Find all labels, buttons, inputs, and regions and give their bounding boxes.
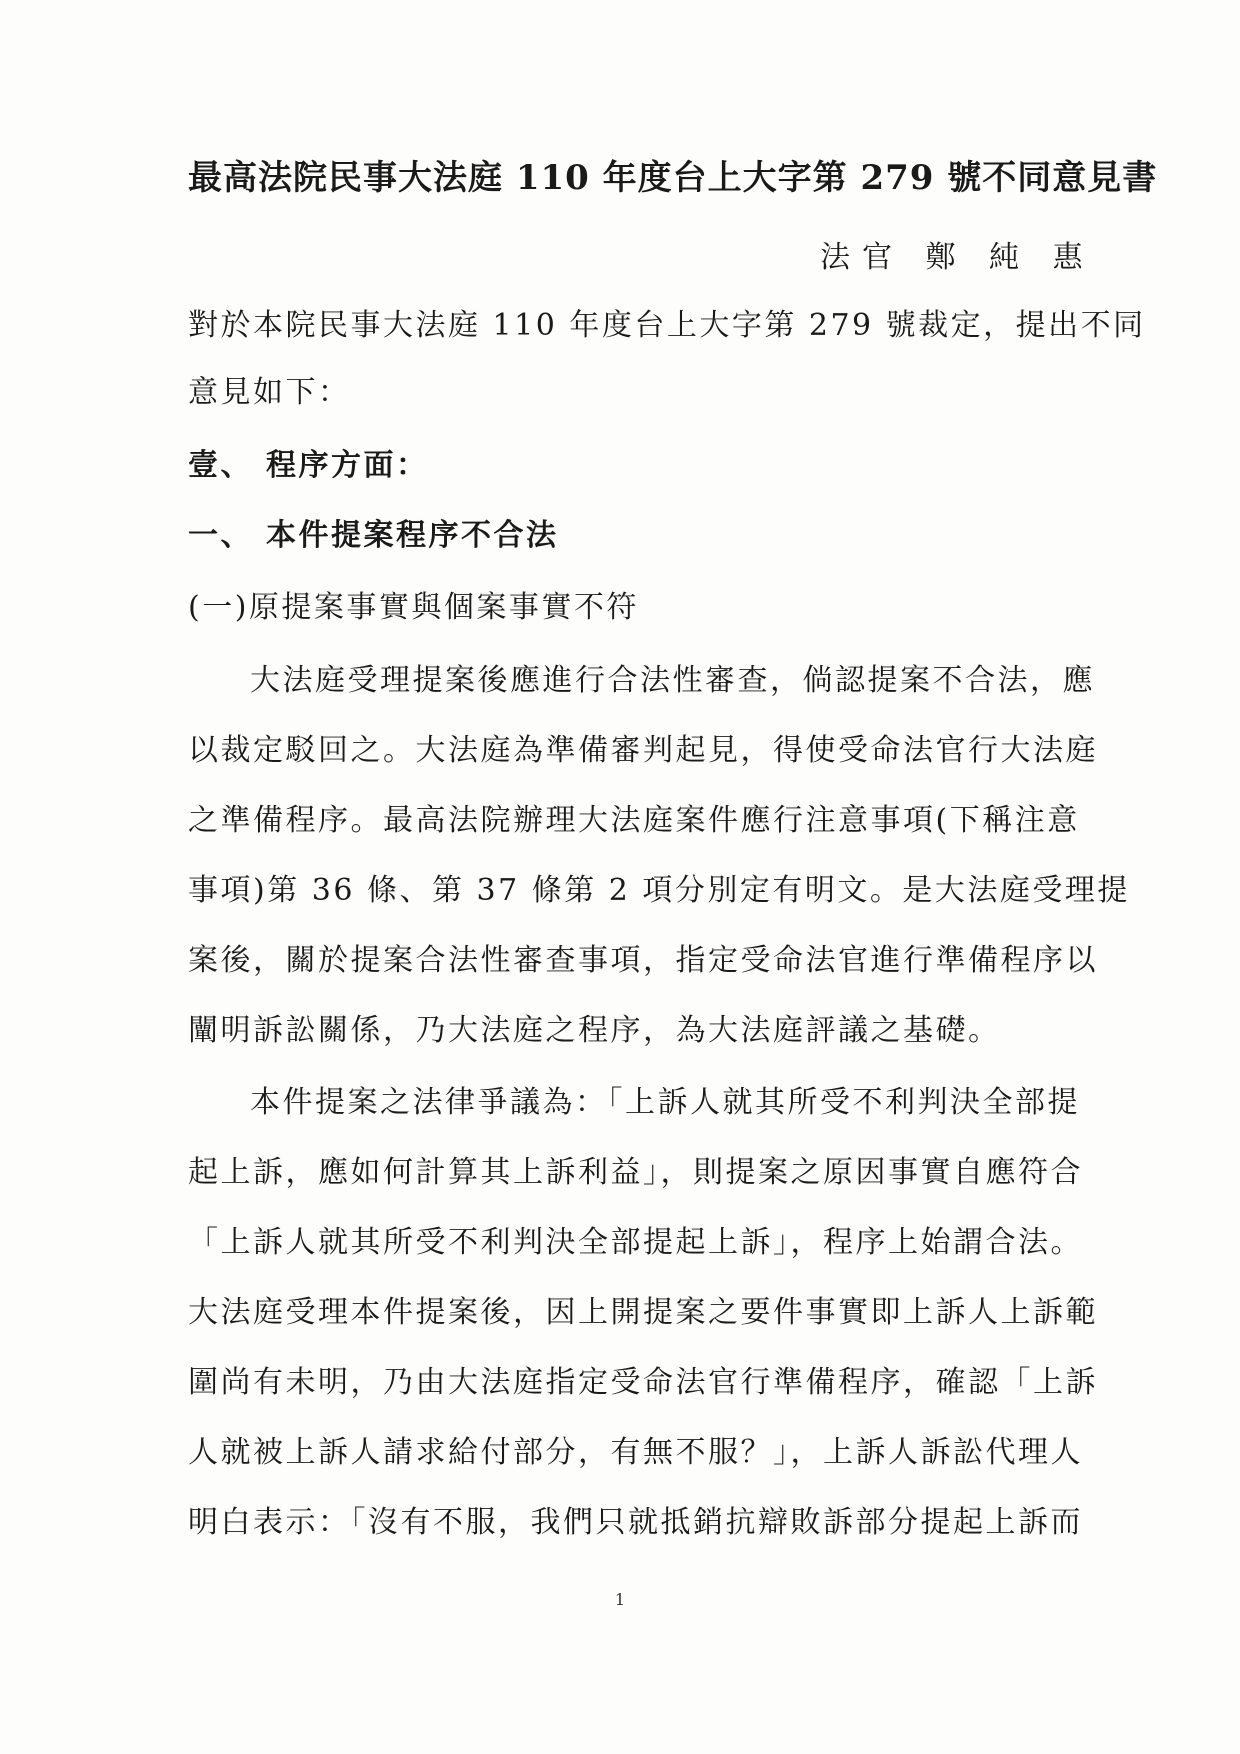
section-heading: 壹、 程序方面： xyxy=(188,448,429,483)
paragraph-line: 闡明訴訟關係，乃大法庭之程序，為大法庭評議之基礎。 xyxy=(188,1013,1001,1048)
paragraph-line: 事項)第 36 條、第 37 條第 2 項分別定有明文。是大法庭受理提 xyxy=(188,873,1130,908)
item-heading: (一)原提案事實與個案事實不符 xyxy=(188,590,639,625)
page-number: 1 xyxy=(614,1590,626,1609)
paragraph-line: 明白表示：「沒有不服，我們只就抵銷抗辯敗訴部分提起上訴而 xyxy=(188,1505,1083,1540)
subsection-heading: 一、 本件提案程序不合法 xyxy=(188,518,559,553)
paragraph-line: 「上訴人就其所受不利判決全部提起上訴」，程序上始謂合法。 xyxy=(188,1225,1083,1260)
document-title: 最高法院民事大法庭 110 年度台上大字第 279 號不同意見書 xyxy=(188,158,1158,198)
paragraph-line: 圍尚有未明，乃由大法庭指定受命法官行準備程序，確認「上訴 xyxy=(188,1365,1098,1400)
paragraph-line: 本件提案之法律爭議為：「上訴人就其所受不利判決全部提 xyxy=(250,1085,1080,1120)
paragraph-line: 案後，關於提案合法性審查事項，指定受命法官進行準備程序以 xyxy=(188,943,1098,978)
paragraph-line: 以裁定駁回之。大法庭為準備審判起見，得使受命法官行大法庭 xyxy=(188,733,1098,768)
paragraph-line: 大法庭受理提案後應進行合法性審查，倘認提案不合法，應 xyxy=(250,663,1095,698)
author-line: 法官 鄭 純 惠 xyxy=(820,240,1095,275)
paragraph-line: 起上訴，應如何計算其上訴利益」，則提案之原因事實自應符合 xyxy=(188,1155,1083,1190)
intro-line: 意見如下： xyxy=(188,375,351,410)
intro-line: 對於本院民事大法庭 110 年度台上大字第 279 號裁定，提出不同 xyxy=(188,308,1146,343)
paragraph-line: 人就被上訴人請求給付部分，有無不服？」，上訴人訴訟代理人 xyxy=(188,1435,1083,1470)
paragraph-line: 大法庭受理本件提案後，因上開提案之要件事實即上訴人上訴範 xyxy=(188,1295,1098,1330)
paragraph-line: 之準備程序。最高法院辦理大法庭案件應行注意事項(下稱注意 xyxy=(188,803,1080,838)
